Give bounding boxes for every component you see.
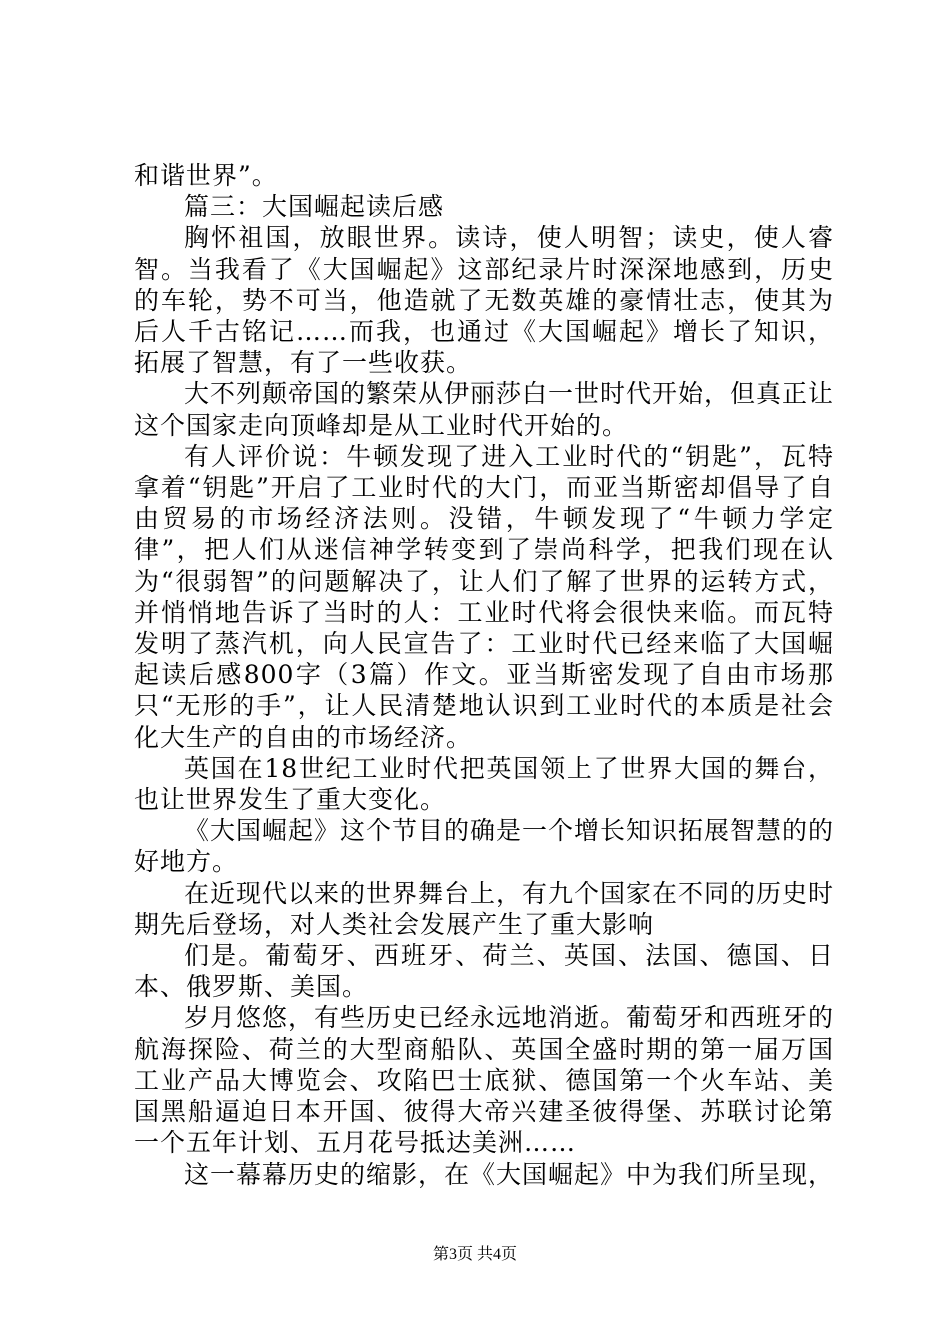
paragraph: 岁月悠悠，有些历史已经永远地消逝。葡萄牙和西班牙的航海探险、荷兰的大型商船队、英国全盛时期的第一届万国工业产品大博览会、攻陷巴士底狱、德国第一个火车站、美国黑船逼迫日本开国、彼得大帝兴建圣彼得堡、苏联讨论第一个五年计划、五月花号抵达美洲…… [134, 1003, 835, 1158]
paragraph: 《大国崛起》这个节目的确是一个增长知识拓展智慧的的好地方。 [134, 816, 835, 877]
paragraph: 胸怀祖国，放眼世界。读诗，使人明智；读史，使人睿智。当我看了《大国崛起》这部纪录片时深深地感到，历史的车轮，势不可当，他造就了无数英雄的豪情壮志，使其为后人千古铭记……而我，也通过《大国崛起》增长了知识，拓展了智慧，有了一些收获。 [134, 223, 834, 378]
paragraph: 有人评价说：牛顿发现了进入工业时代的“钥匙”，瓦特拿着“钥匙”开启了工业时代的大门，而亚当斯密却倡导了自由贸易的市场经济法则。没错，牛顿发现了“牛顿力学定律”，把人们从迷信神学转变到了崇尚科学，把我们现在认为“很弱智”的问题解决了，让人们了解了世界的运转方式，并悄悄地告诉了当时的人：工业时代将会很快来临。而瓦特发明了蒸汽机，向人民宣告了：工业时代已经来临了大国崛起读后感800字（3篇）作文。亚当斯密发现了自由市场那只“无形的手”，让人民清楚地认识到工业时代的本质是社会化大生产的自由的市场经济。 [134, 441, 834, 752]
section-heading: 篇三：大国崛起读后感 [184, 192, 445, 222]
paragraph: 在近现代以来的世界舞台上，有九个国家在不同的历史时期先后登场，对人类社会发展产生了重大影响 [134, 878, 835, 939]
paragraph: 大不列颠帝国的繁荣从伊丽莎白一世时代开始，但真正让这个国家走向顶峰却是从工业时代开始的。 [134, 379, 835, 440]
paragraph: 英国在18世纪工业时代把英国领上了世界大国的舞台，也让世界发生了重大变化。 [134, 753, 834, 815]
paragraph-continuation: 和谐世界”。 [134, 161, 278, 190]
page-footer: 第3页 共4页 [432, 1246, 517, 1263]
document-body [134, 160, 834, 1190]
paragraph: 们是。葡萄牙、西班牙、荷兰、英国、法国、德国、日本、俄罗斯、美国。 [134, 941, 834, 1002]
paragraph: 这一幕幕历史的缩影，在《大国崛起》中为我们所呈现， [184, 1159, 835, 1189]
